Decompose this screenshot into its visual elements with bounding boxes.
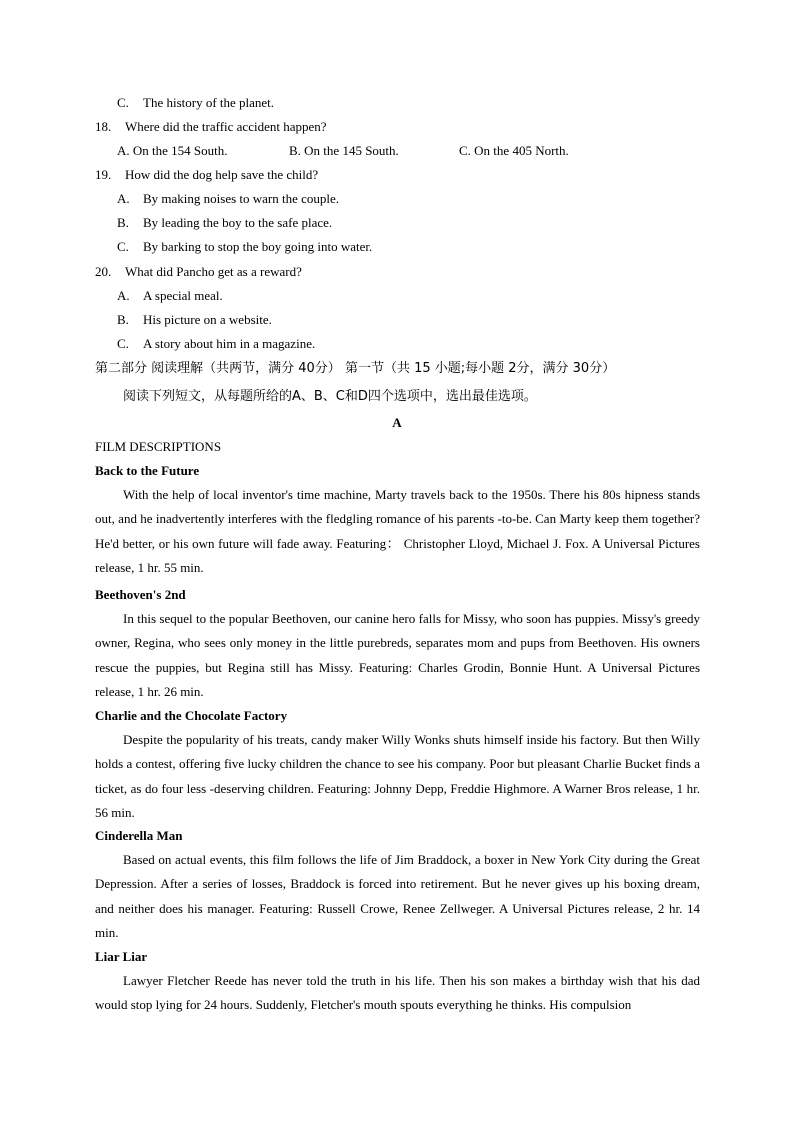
film-description: With the help of local inventor's time machine, Marty travels back to the 1950s. There his 80s hipness stands out, and he inadvertently interferes with the fledgling romance of his parents -to-be. Can Marty keep them together? He'd better, or his own future will fade away. Featuring： Christopher Lloyd, Michael J. Fox. A Universal Pictures release, 1 hr. 55 min. — [95, 487, 700, 575]
option-text: By barking to stop the boy going into water. — [143, 239, 373, 254]
q19-option-c — [117, 239, 372, 255]
option-letter: A. — [117, 288, 130, 303]
film-description: In this sequel to the popular Beethoven, our canine hero falls for Missy, who soon has puppies. Missy's greedy owner, Regina, who sees only money in the little purebreds, separates mom and pups from Beethoven. His owners rescue the puppies, but Regina still has Missy. Featuring: Charles Grodin, Bonnie Hunt. A Universal Pictures release, 1 hr. 26 min. — [95, 611, 700, 699]
option-letter: C. — [117, 95, 129, 110]
option-letter: B. — [117, 312, 129, 327]
film-description: Despite the popularity of his treats, candy maker Willy Wonks shuts himself inside his factory. But then Willy holds a contest, offering five lucky children the chance to see his company. Poor but pleasant Charlie Bucket finds a ticket, as do four less -deserving children. Featuring: Johnny Depp, Freddie Highmore. A Warner Bros release, 1 hr. 56 min. — [95, 732, 700, 820]
question-number: 20. — [95, 264, 112, 279]
option-letter: C. — [117, 336, 129, 351]
question-number: 18. — [95, 119, 112, 134]
option-letter: A. — [117, 191, 130, 206]
film-title: Liar Liar — [95, 949, 148, 964]
option-text: The history of the planet. — [143, 95, 275, 110]
option-text: A story about him in a magazine. — [143, 336, 316, 351]
q19-option-b — [117, 215, 332, 231]
passage-title: FILM DESCRIPTIONS — [95, 439, 222, 454]
q19-option-a — [117, 191, 339, 207]
section-instruction: 阅读下列短文，从每题所给的A、B、C和D四个选项中，选出最佳选项。 — [123, 389, 537, 404]
option-text: By leading the boy to the safe place. — [143, 215, 333, 230]
question-20 — [95, 264, 302, 280]
question-text: Where did the traffic accident happen? — [125, 119, 327, 134]
q17-option-c — [117, 95, 274, 111]
option-text: His picture on a website. — [143, 312, 272, 327]
question-text: What did Pancho get as a reward? — [125, 264, 302, 279]
film-description: Based on actual events, this film follows the life of Jim Braddock, a boxer in New York City during the Great Depression. After a series of losses, Braddock is forced into retirement. But he never gives up his boxing dream, and neither does his manager. Featuring: Russell Crowe, Renee Zellweger. A Universal Pictures release, 2 hr. 14 min. — [95, 852, 700, 940]
question-number: 19. — [95, 167, 112, 182]
option-letter: C. — [117, 239, 129, 254]
q18-option-b: B. On the 145 South. — [289, 143, 399, 158]
q20-option-a — [117, 288, 223, 304]
q18-option-c: C. On the 405 North. — [459, 143, 569, 158]
film-title: Beethoven's 2nd — [95, 587, 186, 602]
film-title: Charlie and the Chocolate Factory — [95, 708, 288, 723]
option-letter: B. — [117, 215, 129, 230]
option-text: By making noises to warn the couple. — [143, 191, 340, 206]
question-18 — [95, 119, 327, 135]
passage-label: A — [392, 415, 402, 430]
question-text: How did the dog help save the child? — [125, 167, 319, 182]
film-title: Cinderella Man — [95, 828, 183, 843]
q20-option-c — [117, 336, 315, 352]
option-text: A special meal. — [143, 288, 223, 303]
film-description: Lawyer Fletcher Reede has never told the truth in his life. Then his son makes a birthday wish that his dad would stop lying for 24 hours. Suddenly, Fletcher's mouth spouts everything he thinks. His compulsion — [95, 973, 700, 1013]
film-title: Back to the Future — [95, 463, 200, 478]
section-heading: 第二部分 阅读理解（共两节，满分 40分） 第一节（共 15 小题;每小题 2分，满分 30分） — [95, 361, 616, 376]
q18-option-a: A. On the 154 South. — [117, 143, 228, 158]
question-19 — [95, 167, 318, 183]
q20-option-b — [117, 312, 272, 328]
